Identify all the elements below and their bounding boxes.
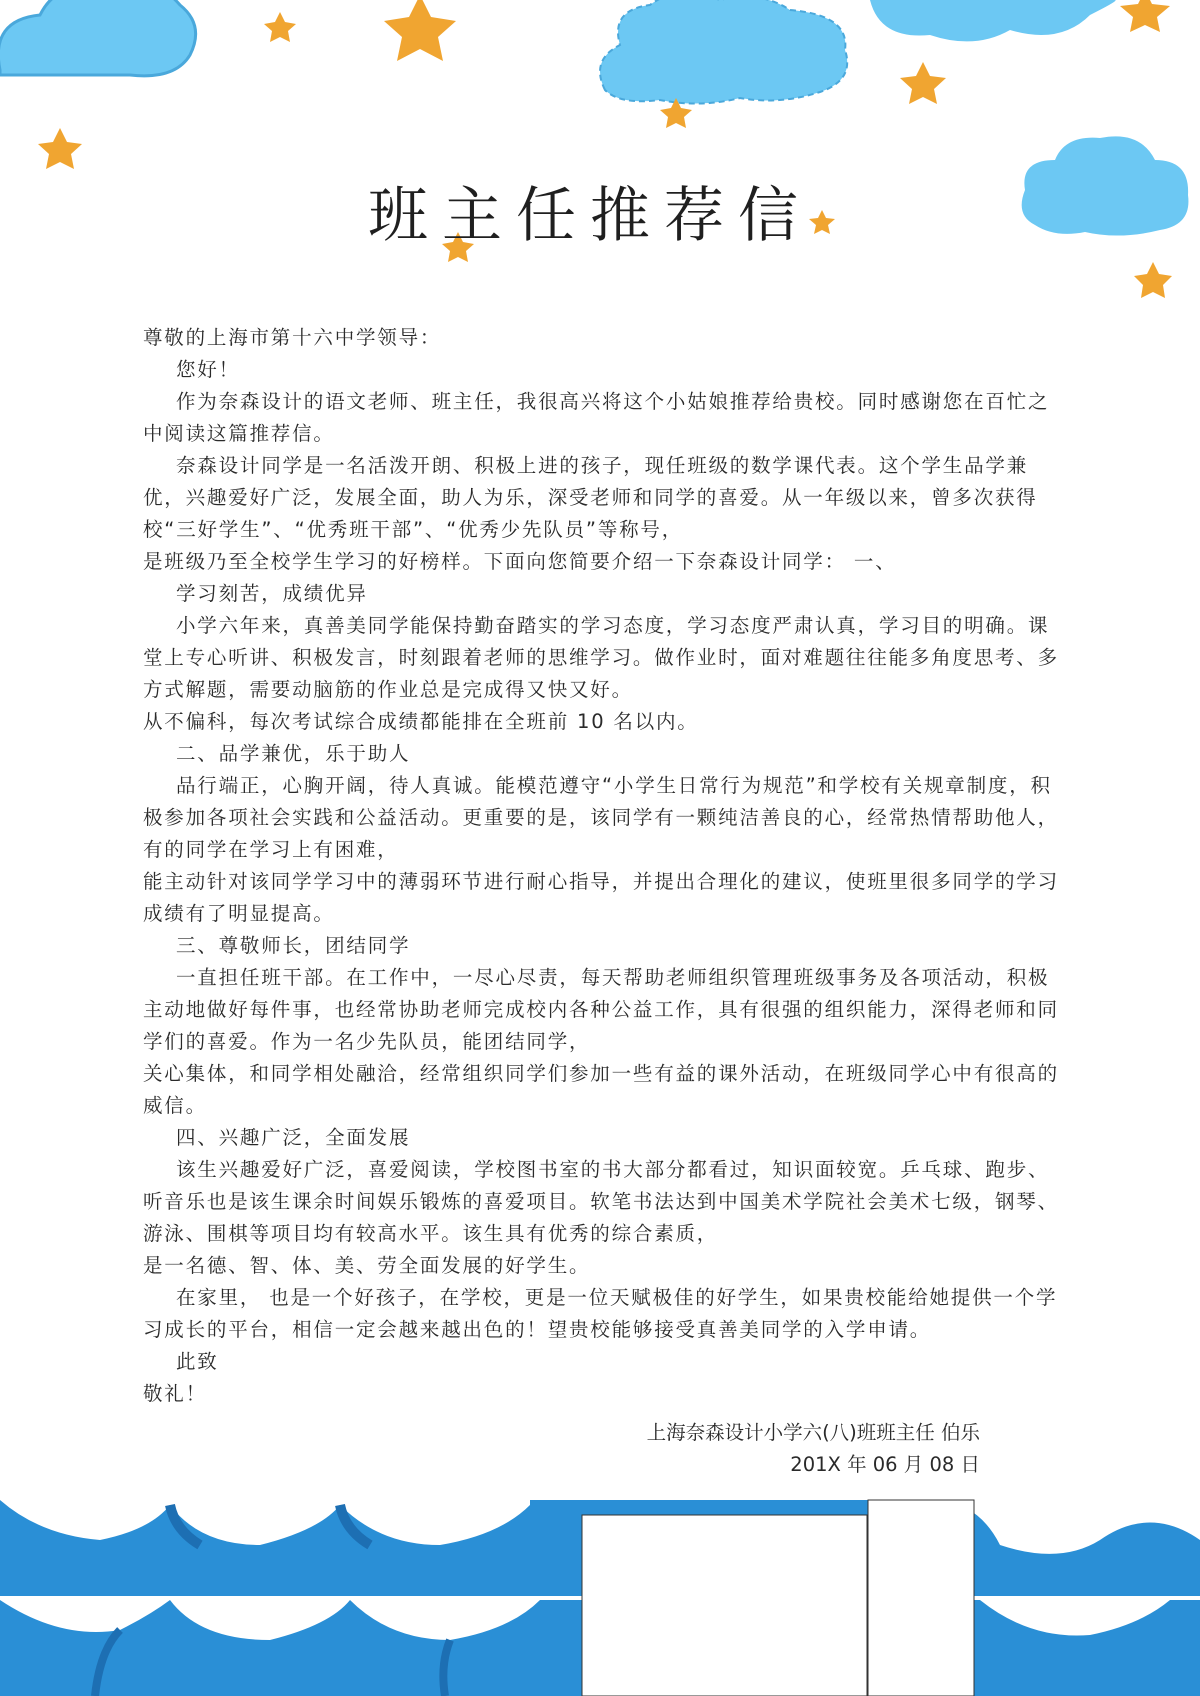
salutation: 尊敬的上海市第十六中学领导： xyxy=(143,326,442,349)
star-icon xyxy=(1120,0,1170,32)
section-heading: 学习刻苦，成绩优异 xyxy=(176,582,368,605)
letter-body xyxy=(143,322,1063,1410)
cloud-icon xyxy=(600,0,847,104)
star-icon xyxy=(384,0,456,61)
cloud-icon xyxy=(870,0,1116,41)
paragraph: 是班级乃至全校学生学习的好榜样。下面向您简要介绍一下奈森设计同学： 一、 xyxy=(143,550,897,573)
paragraph: 能主动针对该同学学习中的薄弱环节进行耐心指导，并提出合理化的建议，使班里很多同学的学习成绩有了明显提高。 xyxy=(143,870,1059,925)
signer-name: 上海奈森设计小学六(八)班班主任 伯乐 xyxy=(646,1421,980,1444)
paragraph: 关心集体，和同学相处融洽，经常组织同学们参加一些有益的课外活动，在班级同学心中有很高的威信。 xyxy=(143,1062,1059,1117)
closing-regards: 敬礼！ xyxy=(143,1382,207,1405)
signature-date: 201X 年 06 月 08 日 xyxy=(790,1453,980,1476)
closing: 此致 xyxy=(176,1350,219,1373)
section-heading: 三、尊敬师长，团结同学 xyxy=(176,934,411,957)
paragraph: 奈森设计同学是一名活泼开朗、积极上进的孩子，现任班级的数学课代表。这个学生品学兼优，兴趣爱好广泛，发展全面，助人为乐，深受老师和同学的喜爱。从一年级以来，曾多次获得校“三好学生”、“优秀班干部”、“优秀少先队员”等称号， xyxy=(143,454,1038,541)
paragraph: 该生兴趣爱好广泛，喜爱阅读，学校图书室的书大部分都看过，知识面较宽。乒乓球、跑步、听音乐也是该生课余时间娱乐锻炼的喜爱项目。软笔书法达到中国美术学院社会美术七级，钢琴、游泳、围棋等项目均有较高水平。该生具有优秀的综合素质， xyxy=(143,1158,1059,1245)
section-heading: 二、品学兼优，乐于助人 xyxy=(176,742,411,765)
paragraph: 在家里， 也是一个好孩子，在学校，更是一位天赋极佳的好学生，如果贵校能给她提供一个学习成长的平台，相信一定会越来越出色的！望贵校能够接受真善美同学的入学申请。 xyxy=(143,1286,1058,1341)
star-icon xyxy=(900,62,946,104)
paragraph: 是一名德、智、体、美、劳全面发展的好学生。 xyxy=(143,1254,591,1277)
star-icon xyxy=(1134,262,1172,298)
paragraph: 小学六年来，真善美同学能保持勤奋踏实的学习态度，学习态度严肃认真，学习目的明确。课堂上专心听讲、积极发言，时刻跟着老师的思维学习。做作业时，面对难题往往能多角度思考、多方式解题，需要动脑筋的作业总是完成得又快又好。 xyxy=(143,614,1059,701)
star-icon xyxy=(38,128,82,169)
paragraph: 从不偏科，每次考试综合成绩都能排在全班前 10 名以内。 xyxy=(143,710,699,733)
star-icon xyxy=(264,12,296,42)
section-heading: 四、兴趣广泛，全面发展 xyxy=(176,1126,411,1149)
page-title: 班主任推荐信 xyxy=(368,181,812,251)
cloud-icon xyxy=(0,0,196,76)
paragraph: 作为奈森设计的语文老师、班主任，我很高兴将这个小姑娘推荐给贵校。同时感谢您在百忙之中阅读这篇推荐信。 xyxy=(143,390,1050,445)
paragraph: 您好！ xyxy=(176,358,240,381)
paragraph: 一直担任班干部。在工作中，一尽心尽责，每天帮助老师组织管理班级事务及各项活动，积极主动地做好每件事，也经常协助老师完成校内各种公益工作，具有很强的组织能力，深得老师和同学们的喜爱。作为一名少先队员，能团结同学， xyxy=(143,966,1059,1053)
paragraph: 品行端正，心胸开阔，待人真诚。能模范遵守“小学生日常行为规范”和学校有关规章制度，积极参加各项社会实践和公益活动。更重要的是，该同学有一颗纯洁善良的心，经常热情帮助他人，有的同学在学习上有困难， xyxy=(143,774,1059,861)
signature-block xyxy=(560,1417,980,1481)
wave-banner xyxy=(0,1500,1200,1696)
